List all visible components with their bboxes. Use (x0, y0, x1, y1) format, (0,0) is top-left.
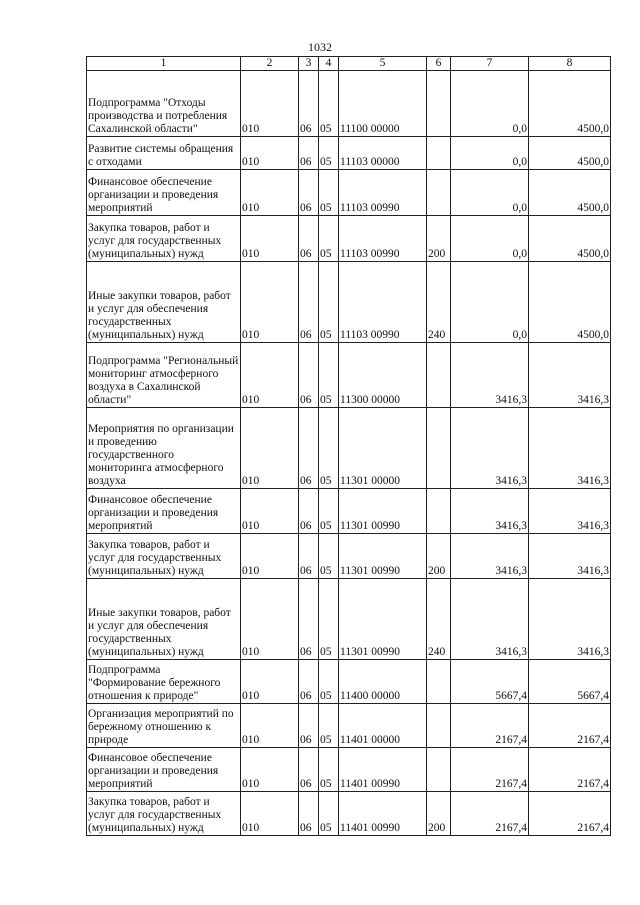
code-subsection: 05 (319, 704, 339, 748)
amount-col7: 3416,3 (451, 579, 529, 660)
code-section: 06 (299, 748, 319, 792)
row-name: Подпрограмма "Региональный мониторинг атмосферного воздуха в Сахалинской области" (87, 343, 241, 408)
table-row (87, 216, 611, 262)
table-row (87, 262, 611, 343)
code-section: 06 (299, 704, 319, 748)
amount-col8: 3416,3 (529, 343, 611, 408)
code-subsection: 05 (319, 343, 339, 408)
code-section: 06 (299, 408, 319, 489)
code-subsection: 05 (319, 748, 339, 792)
column-header: 7 (451, 57, 529, 71)
amount-col8: 2167,4 (529, 792, 611, 836)
amount-col7: 3416,3 (451, 534, 529, 579)
amount-col7: 5667,4 (451, 660, 529, 704)
code-target: 11301 00990 (339, 489, 427, 534)
code-expense-type (427, 489, 451, 534)
budget-table (86, 56, 611, 836)
table-row (87, 137, 611, 170)
code-target: 11100 00000 (339, 71, 427, 137)
table-header-row (87, 57, 611, 71)
amount-col7: 3416,3 (451, 408, 529, 489)
row-name: Финансовое обеспечение организации и проведения мероприятий (87, 170, 241, 216)
row-name: Закупка товаров, работ и услуг для государственных (муниципальных) нужд (87, 534, 241, 579)
column-header: 3 (299, 57, 319, 71)
row-name: Финансовое обеспечение организации и проведения мероприятий (87, 489, 241, 534)
code-subsection: 05 (319, 660, 339, 704)
code-target: 11103 00990 (339, 262, 427, 343)
code-target: 11103 00000 (339, 137, 427, 170)
code-section: 06 (299, 343, 319, 408)
row-name: Закупка товаров, работ и услуг для государственных (муниципальных) нужд (87, 792, 241, 836)
code-admin: 010 (241, 534, 299, 579)
row-name: Мероприятия по организации и проведению государственного мониторинга атмосферного воздуха (87, 408, 241, 489)
code-section: 06 (299, 71, 319, 137)
amount-col8: 5667,4 (529, 660, 611, 704)
code-admin: 010 (241, 660, 299, 704)
code-subsection: 05 (319, 71, 339, 137)
amount-col8: 3416,3 (529, 408, 611, 489)
code-target: 11103 00990 (339, 216, 427, 262)
code-admin: 010 (241, 71, 299, 137)
code-target: 11300 00000 (339, 343, 427, 408)
code-section: 06 (299, 262, 319, 343)
code-admin: 010 (241, 170, 299, 216)
code-section: 06 (299, 534, 319, 579)
amount-col8: 2167,4 (529, 748, 611, 792)
code-section: 06 (299, 660, 319, 704)
code-expense-type (427, 748, 451, 792)
column-header: 1 (87, 57, 241, 71)
code-expense-type (427, 170, 451, 216)
row-name: Закупка товаров, работ и услуг для государственных (муниципальных) нужд (87, 216, 241, 262)
code-expense-type (427, 408, 451, 489)
code-target: 11103 00990 (339, 170, 427, 216)
amount-col7: 2167,4 (451, 704, 529, 748)
code-expense-type: 200 (427, 216, 451, 262)
code-target: 11401 00990 (339, 748, 427, 792)
code-admin: 010 (241, 408, 299, 489)
code-admin: 010 (241, 343, 299, 408)
code-expense-type (427, 71, 451, 137)
amount-col7: 3416,3 (451, 489, 529, 534)
code-expense-type (427, 137, 451, 170)
row-name: Иные закупки товаров, работ и услуг для обеспечения государственных (муниципальных) нужд (87, 262, 241, 343)
code-section: 06 (299, 489, 319, 534)
code-admin: 010 (241, 792, 299, 836)
code-expense-type: 200 (427, 534, 451, 579)
amount-col8: 3416,3 (529, 534, 611, 579)
column-header: 5 (339, 57, 427, 71)
amount-col8: 4500,0 (529, 170, 611, 216)
page-number: 1032 (308, 40, 332, 54)
table-row (87, 489, 611, 534)
code-subsection: 05 (319, 262, 339, 343)
code-expense-type: 240 (427, 579, 451, 660)
code-expense-type (427, 343, 451, 408)
code-admin: 010 (241, 216, 299, 262)
row-name: Организация мероприятий по бережному отношению к природе (87, 704, 241, 748)
amount-col7: 0,0 (451, 71, 529, 137)
amount-col7: 0,0 (451, 170, 529, 216)
code-expense-type (427, 660, 451, 704)
table-row (87, 579, 611, 660)
row-name: Иные закупки товаров, работ и услуг для обеспечения государственных (муниципальных) нужд (87, 579, 241, 660)
code-expense-type: 200 (427, 792, 451, 836)
code-admin: 010 (241, 748, 299, 792)
code-target: 11301 00990 (339, 534, 427, 579)
amount-col7: 2167,4 (451, 792, 529, 836)
code-admin: 010 (241, 137, 299, 170)
table-row (87, 408, 611, 489)
code-target: 11400 00000 (339, 660, 427, 704)
code-target: 11301 00990 (339, 579, 427, 660)
table-row (87, 748, 611, 792)
code-subsection: 05 (319, 579, 339, 660)
amount-col8: 3416,3 (529, 489, 611, 534)
code-section: 06 (299, 579, 319, 660)
amount-col7: 3416,3 (451, 343, 529, 408)
table-row (87, 71, 611, 137)
code-subsection: 05 (319, 216, 339, 262)
code-admin: 010 (241, 262, 299, 343)
table-row (87, 170, 611, 216)
code-admin: 010 (241, 704, 299, 748)
code-target: 11401 00000 (339, 704, 427, 748)
amount-col8: 4500,0 (529, 137, 611, 170)
column-header: 4 (319, 57, 339, 71)
column-header: 8 (529, 57, 611, 71)
row-name: Финансовое обеспечение организации и проведения мероприятий (87, 748, 241, 792)
table-row (87, 704, 611, 748)
row-name: Развитие системы обращения с отходами (87, 137, 241, 170)
code-target: 11301 00000 (339, 408, 427, 489)
code-target: 11401 00990 (339, 792, 427, 836)
code-section: 06 (299, 170, 319, 216)
code-admin: 010 (241, 489, 299, 534)
table-row (87, 660, 611, 704)
amount-col7: 0,0 (451, 137, 529, 170)
code-expense-type: 240 (427, 262, 451, 343)
row-name: Подпрограмма "Формирование бережного отношения к природе" (87, 660, 241, 704)
row-name: Подпрограмма "Отходы производства и потребления Сахалинской области" (87, 71, 241, 137)
code-section: 06 (299, 137, 319, 170)
code-section: 06 (299, 792, 319, 836)
amount-col7: 0,0 (451, 216, 529, 262)
table-row (87, 534, 611, 579)
code-subsection: 05 (319, 408, 339, 489)
table-row (87, 792, 611, 836)
code-subsection: 05 (319, 137, 339, 170)
code-subsection: 05 (319, 170, 339, 216)
code-section: 06 (299, 216, 319, 262)
amount-col8: 3416,3 (529, 579, 611, 660)
column-header: 2 (241, 57, 299, 71)
amount-col7: 2167,4 (451, 748, 529, 792)
amount-col8: 4500,0 (529, 216, 611, 262)
code-expense-type (427, 704, 451, 748)
table-row (87, 343, 611, 408)
amount-col8: 2167,4 (529, 704, 611, 748)
code-admin: 010 (241, 579, 299, 660)
code-subsection: 05 (319, 489, 339, 534)
amount-col8: 4500,0 (529, 71, 611, 137)
code-subsection: 05 (319, 534, 339, 579)
amount-col8: 4500,0 (529, 262, 611, 343)
amount-col7: 0,0 (451, 262, 529, 343)
code-subsection: 05 (319, 792, 339, 836)
column-header: 6 (427, 57, 451, 71)
